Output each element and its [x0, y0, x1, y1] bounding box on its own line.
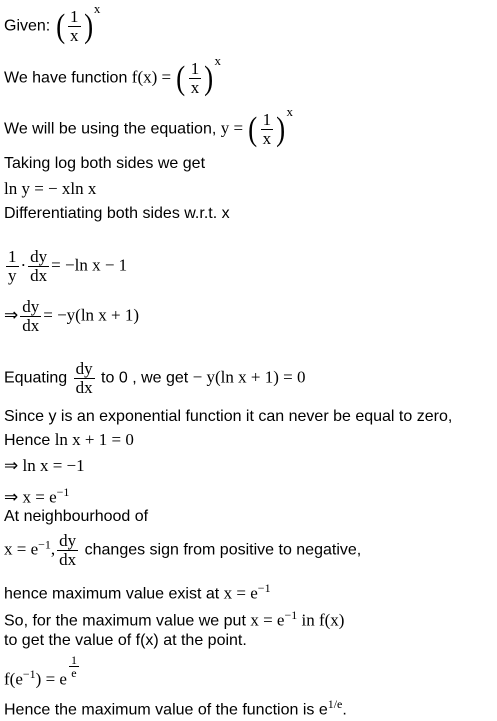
fraction-numerator: dy — [22, 297, 40, 316]
dy-dx-rhs: = −y(ln x + 1) — [43, 305, 140, 325]
x-value-line — [4, 482, 69, 508]
fraction-numerator: 1 — [70, 652, 77, 667]
maximum-exist-text: hence maximum value exist at — [4, 585, 224, 603]
fraction-numerator: 1 — [8, 247, 17, 266]
function-line — [4, 52, 222, 97]
result-line — [4, 652, 81, 693]
right-paren: ) — [276, 110, 286, 148]
taking-log-line: Taking log both sides we get — [4, 155, 206, 172]
fraction-one-over-y — [6, 248, 19, 285]
equating-line — [4, 360, 305, 397]
exponent: −1 — [38, 537, 51, 552]
exponent: 1/e — [327, 697, 343, 711]
conclusion-text: Hence the maximum value of the function is e — [4, 701, 328, 719]
fraction-denominator: dx — [22, 316, 40, 335]
hence-equation: ln x + 1 = 0 — [54, 430, 134, 449]
differentiating-line: Differentiating both sides w.r.t. x — [4, 205, 230, 222]
equation-line — [4, 103, 293, 148]
fraction-dy-dx — [28, 248, 49, 285]
function-lhs: f(x) = — [131, 67, 176, 87]
exponent: −1 — [284, 608, 298, 622]
fraction-dy-dx — [57, 532, 78, 569]
fraction-one-over-x — [68, 8, 81, 45]
right-paren: ) — [204, 59, 214, 97]
exponent: −1 — [56, 485, 70, 499]
left-paren: ( — [176, 59, 186, 97]
equating-equation: − y(ln x + 1) = 0 — [192, 367, 306, 387]
fraction-one-over-x — [261, 111, 274, 148]
x-value-base: x = e — [250, 610, 285, 630]
exponent: x — [93, 0, 101, 16]
neighbourhood-line: At neighbourhood of — [4, 508, 149, 525]
since-line: Since y is an exponential function it can never be equal to zero, — [4, 408, 453, 425]
derivative-line — [4, 248, 127, 285]
sign-change-text: changes sign from positive to negative, — [80, 541, 362, 559]
fraction-numerator: 1 — [70, 7, 79, 26]
equation-label: We will be using the equation, — [4, 120, 221, 138]
equation-lhs: y = — [220, 118, 248, 138]
function-label: We have function — [4, 69, 132, 87]
put-value-line — [4, 605, 344, 631]
dy-dx-line — [4, 298, 139, 335]
put-value-text: So, for the maximum value we put — [4, 612, 251, 630]
exponent: −1 — [257, 581, 271, 595]
dot-operator: · — [20, 255, 27, 275]
put-value-tail: in f(x) — [297, 610, 345, 630]
right-paren: ) — [83, 7, 93, 45]
hence-label: Hence — [4, 432, 55, 449]
fraction-numerator: dy — [30, 247, 48, 266]
derivative-rhs: = −ln x − 1 — [51, 255, 128, 275]
fraction-denominator: x — [70, 26, 79, 45]
fraction-denominator: y — [8, 266, 17, 285]
fraction-dy-dx — [74, 360, 95, 397]
left-paren: ( — [248, 110, 258, 148]
fraction-denominator: x — [190, 78, 200, 97]
hence-line — [4, 430, 134, 451]
given-label: Given: — [4, 17, 55, 35]
equating-label: Equating — [4, 369, 72, 387]
fraction-denominator: dx — [30, 266, 48, 285]
left-paren: ( — [55, 7, 65, 45]
exponent: −1 — [22, 667, 36, 681]
exponent: x — [214, 52, 222, 68]
period: . — [342, 701, 347, 719]
sign-change-line — [4, 532, 361, 569]
fraction-denominator: x — [262, 129, 272, 148]
fraction-one-over-x — [189, 60, 202, 97]
x-value-base: x = e — [4, 539, 39, 559]
maximum-exist-line — [4, 578, 271, 604]
get-value-line: to get the value of f(x) at the point. — [4, 632, 247, 649]
implies-arrow: ⇒ — [4, 305, 19, 325]
exponent: x — [286, 103, 293, 119]
fraction-denominator: dx — [59, 550, 77, 569]
x-value-base: ⇒ x = e — [4, 487, 57, 507]
fraction-numerator: dy — [59, 531, 77, 550]
given-line — [4, 0, 101, 45]
fraction-numerator: 1 — [262, 110, 272, 129]
ln-x-line: ⇒ ln x = −1 — [4, 456, 85, 475]
x-value-base: x = e — [223, 583, 258, 603]
log-equation-line: ln y = − xln x — [4, 179, 97, 198]
fraction-exponent — [69, 654, 79, 679]
fraction-dy-dx — [20, 298, 41, 335]
result-lhs: f(e — [4, 669, 23, 689]
fraction-denominator: e — [71, 665, 77, 680]
fraction-numerator: 1 — [190, 59, 200, 78]
conclusion-line — [4, 694, 347, 720]
equating-text: to 0 , we get — [96, 369, 193, 387]
comma: , — [50, 539, 56, 559]
fraction-denominator: dx — [75, 378, 93, 397]
result-base: ) = e — [35, 669, 67, 689]
fraction-numerator: dy — [75, 359, 93, 378]
